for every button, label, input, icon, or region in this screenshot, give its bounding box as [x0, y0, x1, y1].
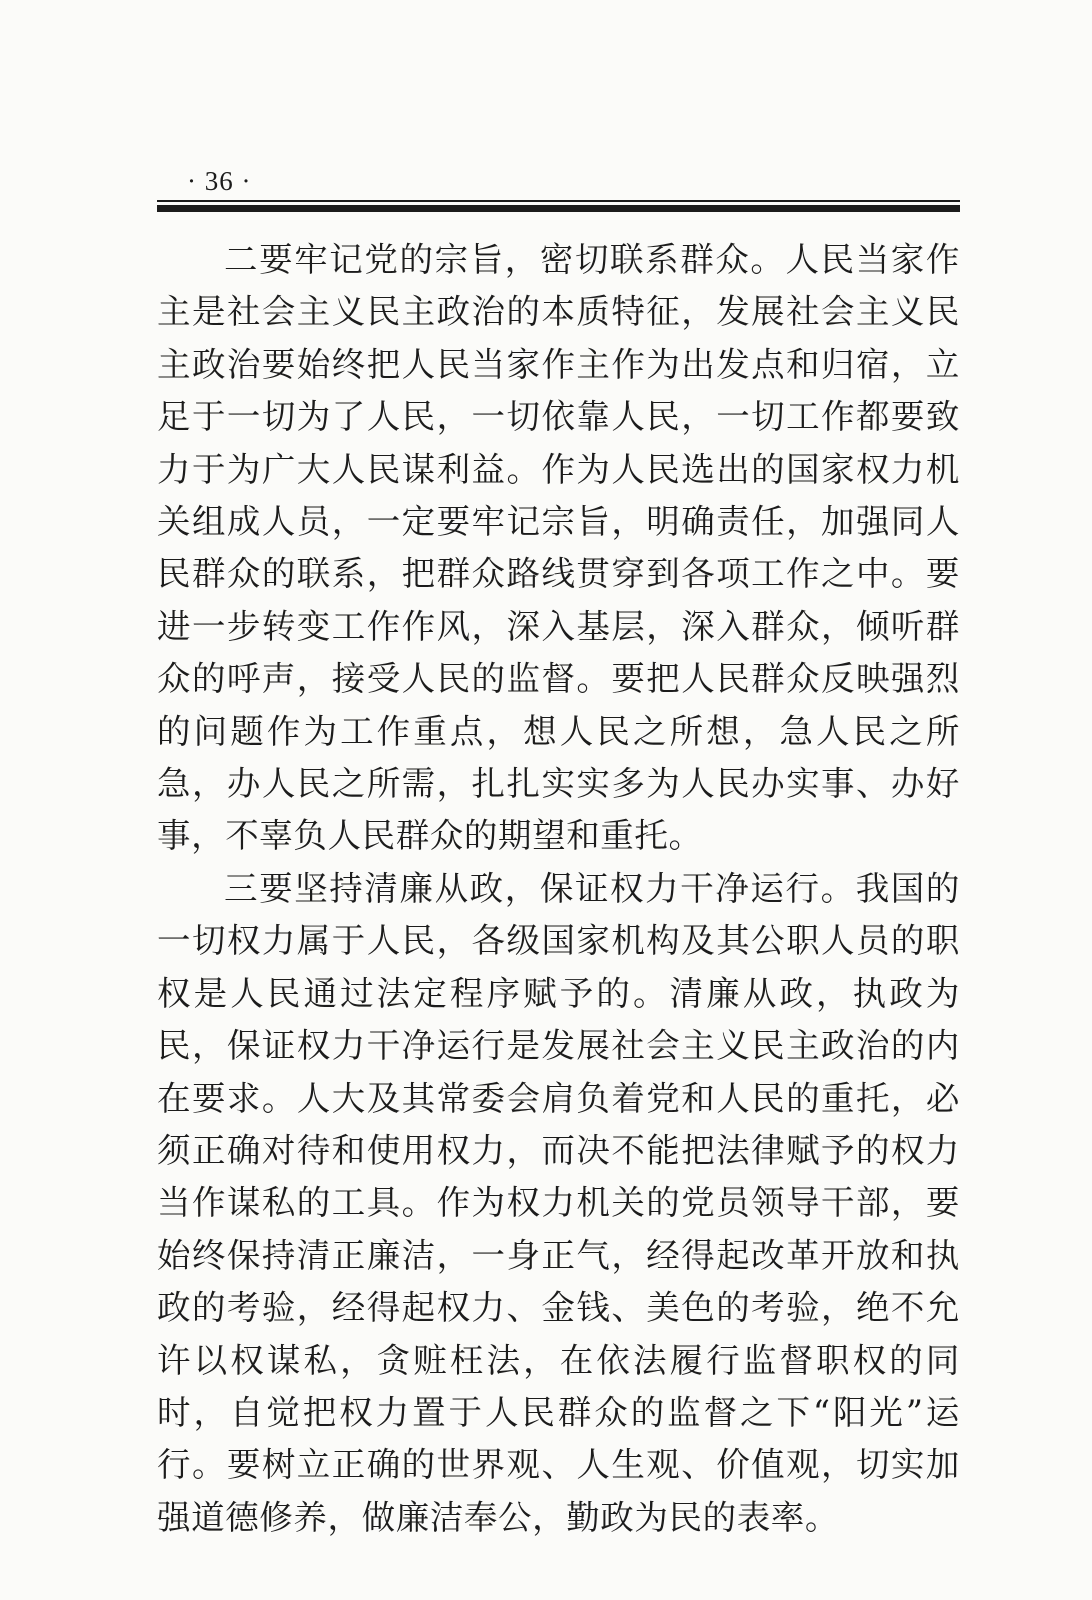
page-header [157, 162, 960, 222]
page-number: · 36 · [187, 166, 252, 196]
paragraph-1: 二要牢记党的宗旨，密切联系群众。人民当家作主是社会主义民主政治的本质特征，发展社会主义民主政治要始终把人民当家作主作为出发点和归宿，立足于一切为了人民，一切依靠人民，一切工作都要致力于为广大人民谋利益。作为人民选出的国家权力机关组成人员，一定要牢记宗旨，明确责任，加强同人民群众的联系，把群众路线贯穿到各项工作之中。要进一步转变工作作风，深入基层，深入群众，倾听群众的呼声，接受人民的监督。要把人民群众反映强烈的问题作为工作重点，想人民之所想，急人民之所急，办人民之所需，扎扎实实多为人民办实事、办好事，不辜负人民群众的期望和重托。 [157, 240, 960, 856]
paragraph-2: 三要坚持清廉从政，保证权力干净运行。我国的一切权力属于人民，各级国家机构及其公职人员的职权是人民通过法定程序赋予的。清廉从政，执政为民，保证权力干净运行是发展社会主义民主政治的内在要求。人大及其常委会肩负着党和人民的重托，必须正确对待和使用权力，而决不能把法律赋予的权力当作谋私的工具。作为权力机关的党员领导干部，要始终保持清正廉洁，一身正气，经得起改革开放和执政的考验，经得起权力、金钱、美色的考验，绝不允许以权谋私，贪赃枉法，在依法履行监督职权的同时，自觉把权力置于人民群众的监督之下“阳光”运行。要树立正确的世界观、人生观、价值观，切实加强道德修养，做廉洁奉公，勤政为民的表率。 [157, 868, 960, 1537]
body-text [157, 234, 960, 1544]
header-rule-thick [157, 205, 960, 212]
header-rule-thin [157, 200, 960, 202]
